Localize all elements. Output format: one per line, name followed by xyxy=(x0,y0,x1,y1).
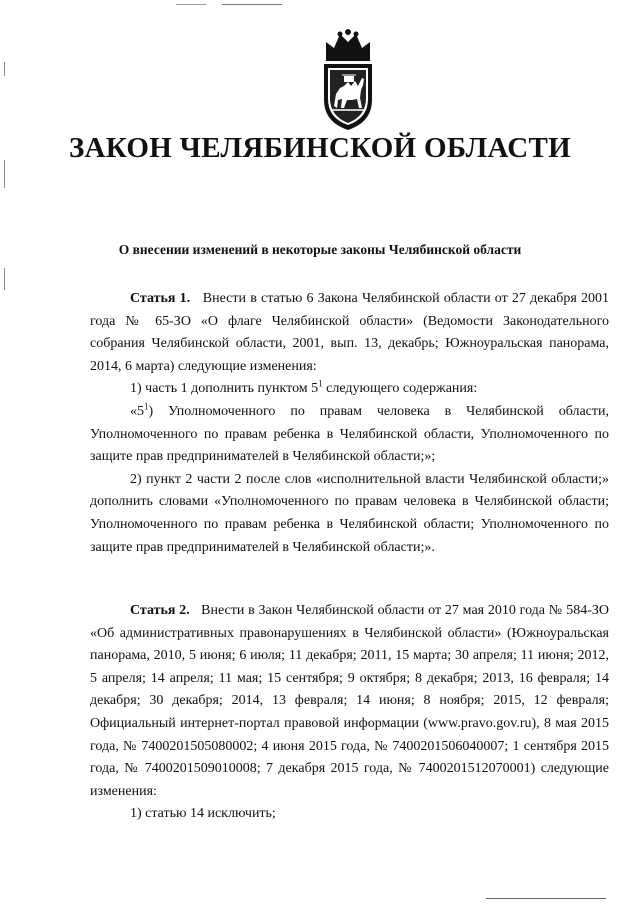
article-2-intro-text: Внести в Закон Челябинской области от 27 мая 2010 года № 584-ЗО «Об административных правонарушениях в Челябинской области» (Южноуральская панорама, 2010, 5 июня; 6 июля; 11 декабря; 2011, 15 марта; 30 апреля; 11 июня; 2012, 5 апреля; 14 апреля; 11 мая; 15 сентября; 9 октября; 8 декабря; 2013, 16 февраля; 14 декабря; 30 декабря; 2014, 13 февраля; 14 июня; 8 ноября; 2015, 12 февраля; Официальный интернет-портал правовой информации (www.pravo.gov.ru), 8 мая 2015 года, № 7400201505080002; 4 июня 2015 года, № 7400201506040007; 1 сентября 2015 года, № 7400201509010008; 7 декабря 2015 года, № 7400201512070001) следующие изменения: xyxy=(90,603,610,799)
article-1 xyxy=(90,288,609,559)
article-2-heading: Статья 2. xyxy=(130,603,190,618)
article-1-item-1-text: 1) часть 1 дополнить пунктом 5 xyxy=(130,381,319,397)
superscript: 1 xyxy=(318,378,323,389)
document-subtitle: О внесении изменений в некоторые законы Челябинской области xyxy=(118,242,522,257)
scan-margin-mark xyxy=(4,268,5,290)
scan-artifact-line xyxy=(222,4,282,5)
article-1-intro-text: Внести в статью 6 Закона Челябинской области от 27 декабря 2001 года № 65-ЗО «О флаге Челябинской области» (Ведомости Законодательного собрания Челябинской области, 2001, вып. 13, декабрь; Южноуральская панорама, 2014, 6 марта) следующие изменения: xyxy=(90,291,610,374)
quote-text: ) Уполномоченного по правам человека в Челябинской области, Уполномоченного по правам ребенка в Челябинской области, Уполномоченного по защите прав предпринимателей в Челябинской области;»; xyxy=(90,403,609,465)
article-1-heading: Статья 1. xyxy=(130,291,191,306)
article-1-item-1 xyxy=(90,378,609,401)
document-title: ЗАКОН ЧЕЛЯБИНСКОЙ ОБЛАСТИ xyxy=(68,132,572,164)
article-2-intro xyxy=(90,600,609,803)
article-1-item-2: 2) пункт 2 части 2 после слов «исполнительной власти Челябинской области;» дополнить словами «Уполномоченного по правам человека в Челябинской области; Уполномоченного по правам ребенка в Челябинской области; Уполномоченного по защите прав предпринимателей в Челябинской области;». xyxy=(90,471,609,555)
scan-artifact-line xyxy=(486,898,606,899)
superscript: 1 xyxy=(144,401,149,412)
article-1-quote xyxy=(90,401,609,469)
article-1-intro xyxy=(90,288,609,378)
quote-text-start: «5 xyxy=(130,403,144,419)
article-2-item-1: 1) статью 14 исключить; xyxy=(130,806,276,822)
scan-margin-mark xyxy=(4,62,5,76)
article-1-item-1-text-end: следующего содержания: xyxy=(322,381,478,397)
coat-of-arms-emblem xyxy=(318,28,378,132)
scan-artifact-line xyxy=(176,4,206,5)
article-2 xyxy=(90,600,609,826)
